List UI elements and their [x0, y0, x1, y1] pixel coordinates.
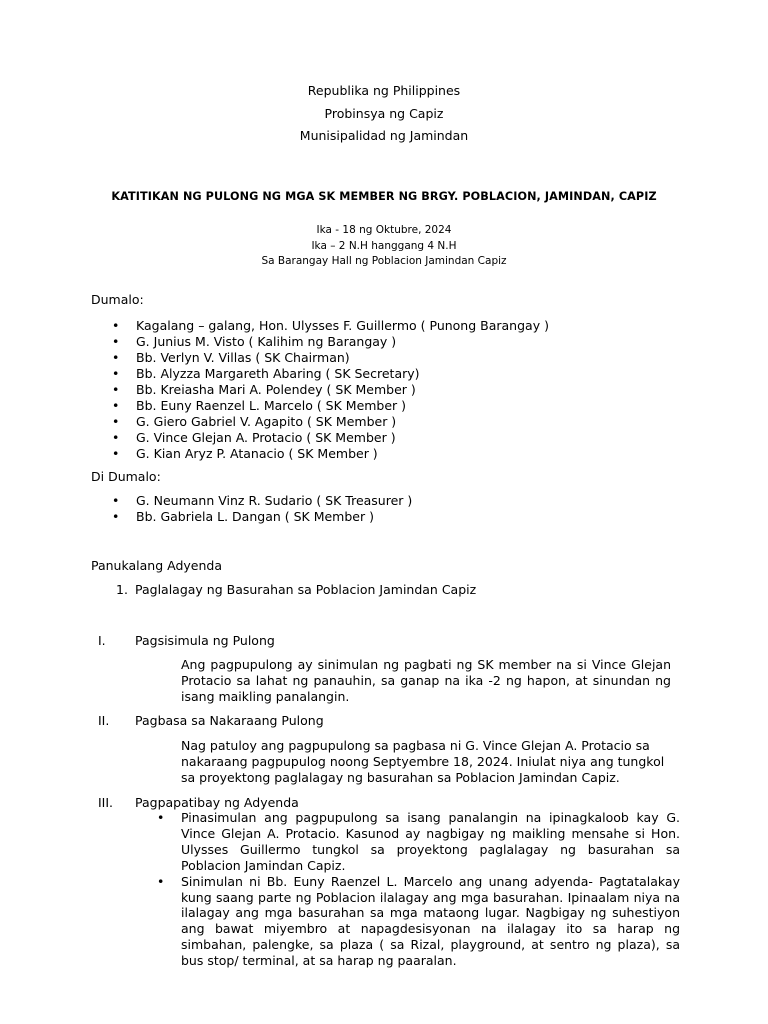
- bullet-icon: •: [112, 446, 120, 461]
- bullet-icon: •: [112, 350, 120, 365]
- attendee-name: Bb. Kreiasha Mari A. Polendey ( SK Member ): [136, 382, 416, 397]
- bullet-text: Sinimulan ni Bb. Euny Raenzel L. Marcelo ang unang adyenda- Pagtatalakay kung saang parte ng Poblacion ilalagay ang mga basurahan. Ipinaalam niya na ilalagay ang mga basurahan sa mga mataong lugar. Nagbigay ng suhestiyon ang bawat miyembro at napagdesisyonan na ilalagay ito sa harap ng simbahan, palengke, sa plaza ( sa Rizal, playground, at sentro ng plaza), sa bus stop/ terminal, at sa harap ng paaralan.: [181, 873, 680, 969]
- attendee-name: G. Junius M. Visto ( Kalihim ng Barangay ): [136, 334, 397, 349]
- section-bullets: [157, 810, 680, 969]
- bullet-icon: •: [112, 430, 120, 445]
- absent-name: G. Neumann Vinz R. Sudario ( SK Treasurer ): [136, 493, 413, 508]
- absent-label: Di Dumalo:: [91, 469, 161, 484]
- list-item: [157, 874, 680, 969]
- attendee-name: Kagalang – galang, Hon. Ulysses F. Guillermo ( Punong Barangay ): [136, 318, 549, 333]
- attendee-name: G. Giero Gabriel V. Agapito ( SK Member ): [136, 414, 397, 429]
- attendee-name: G. Vince Glejan A. Protacio ( SK Member ): [136, 430, 396, 445]
- attendee-name: Bb. Alyzza Margareth Abaring ( SK Secretary): [136, 366, 420, 381]
- agenda-item-text: Paglalagay ng Basurahan sa Poblacion Jamindan Capiz: [135, 582, 477, 597]
- attendee-name: Bb. Euny Raenzel L. Marcelo ( SK Member ): [136, 398, 407, 413]
- meeting-venue: Sa Barangay Hall ng Poblacion Jamindan Capiz: [261, 255, 507, 267]
- bullet-icon: •: [112, 318, 120, 333]
- list-item: [112, 446, 549, 462]
- bullet-icon: •: [157, 873, 165, 889]
- absent-list: [112, 493, 412, 525]
- list-item: [112, 398, 549, 414]
- header-municipality: Munisipalidad ng Jamindan: [299, 128, 469, 143]
- section-number: II.: [98, 713, 110, 728]
- bullet-icon: •: [112, 382, 120, 397]
- list-item: [112, 382, 549, 398]
- section-number: I.: [98, 633, 106, 648]
- header-republic: Republika ng Philippines: [307, 83, 461, 98]
- bullet-icon: •: [112, 366, 120, 381]
- bullet-icon: •: [112, 334, 120, 349]
- meeting-date: Ika - 18 ng Oktubre, 2024: [316, 224, 452, 236]
- bullet-icon: •: [112, 398, 120, 413]
- list-item: [112, 509, 412, 525]
- header-province: Probinsya ng Capiz: [324, 106, 444, 121]
- agenda-label: Panukalang Adyenda: [91, 558, 222, 573]
- section-number: III.: [98, 795, 114, 810]
- section-title: Pagsisimula ng Pulong: [135, 633, 275, 648]
- attendees-list: [112, 318, 549, 462]
- bullet-icon: •: [157, 810, 165, 825]
- meeting-time: Ika – 2 N.H hanggang 4 N.H: [311, 240, 457, 252]
- bullet-text: Pinasimulan ang pagpupulong sa isang panalangin na ipinagkaloob kay G. Vince Glejan A. Protacio. Kasunod ay nagbigay ng maikling mensahe si Hon. Ulysses Guillermo tungkol sa proyektong paglalagay ng basurahan sa Poblacion Jamindan Capiz.: [181, 810, 680, 873]
- section-body: Ang pagpupulong ay sinimulan ng pagbati ng SK member na si Vince Glejan Protacio sa lahat ng panauhin, sa ganap na ika -2 ng hapon, at sinundan ng isang maikling panalangin.: [181, 657, 671, 704]
- list-item: [112, 430, 549, 446]
- agenda-item-number: 1.: [116, 582, 128, 597]
- list-item: [112, 414, 549, 430]
- document-title: KATITIKAN NG PULONG NG MGA SK MEMBER NG BRGY. POBLACION, JAMINDAN, CAPIZ: [111, 190, 657, 203]
- absent-name: Bb. Gabriela L. Dangan ( SK Member ): [136, 509, 374, 524]
- bullet-icon: •: [112, 414, 120, 429]
- list-item: [112, 334, 549, 350]
- list-item: [112, 493, 412, 509]
- list-item: [112, 350, 549, 366]
- attendee-name: Bb. Verlyn V. Villas ( SK Chairman): [136, 350, 350, 365]
- attendee-name: G. Kian Aryz P. Atanacio ( SK Member ): [136, 446, 378, 461]
- list-item: [157, 810, 680, 874]
- section-title: Pagpapatibay ng Adyenda: [135, 795, 299, 810]
- bullet-icon: •: [112, 509, 120, 524]
- agenda-item: [116, 582, 476, 597]
- list-item: [112, 318, 549, 334]
- attendees-label: Dumalo:: [91, 292, 144, 307]
- section-body: Nag patuloy ang pagpupulong sa pagbasa ni G. Vince Glejan A. Protacio sa nakaraang pagpupulog noong Septyembre 18, 2024. Iniulat niya ang tungkol sa proyektong paglalagay ng basurahan sa Poblacion Jamindan Capiz.: [181, 738, 665, 785]
- list-item: [112, 366, 549, 382]
- bullet-icon: •: [112, 493, 120, 508]
- section-title: Pagbasa sa Nakaraang Pulong: [135, 713, 324, 728]
